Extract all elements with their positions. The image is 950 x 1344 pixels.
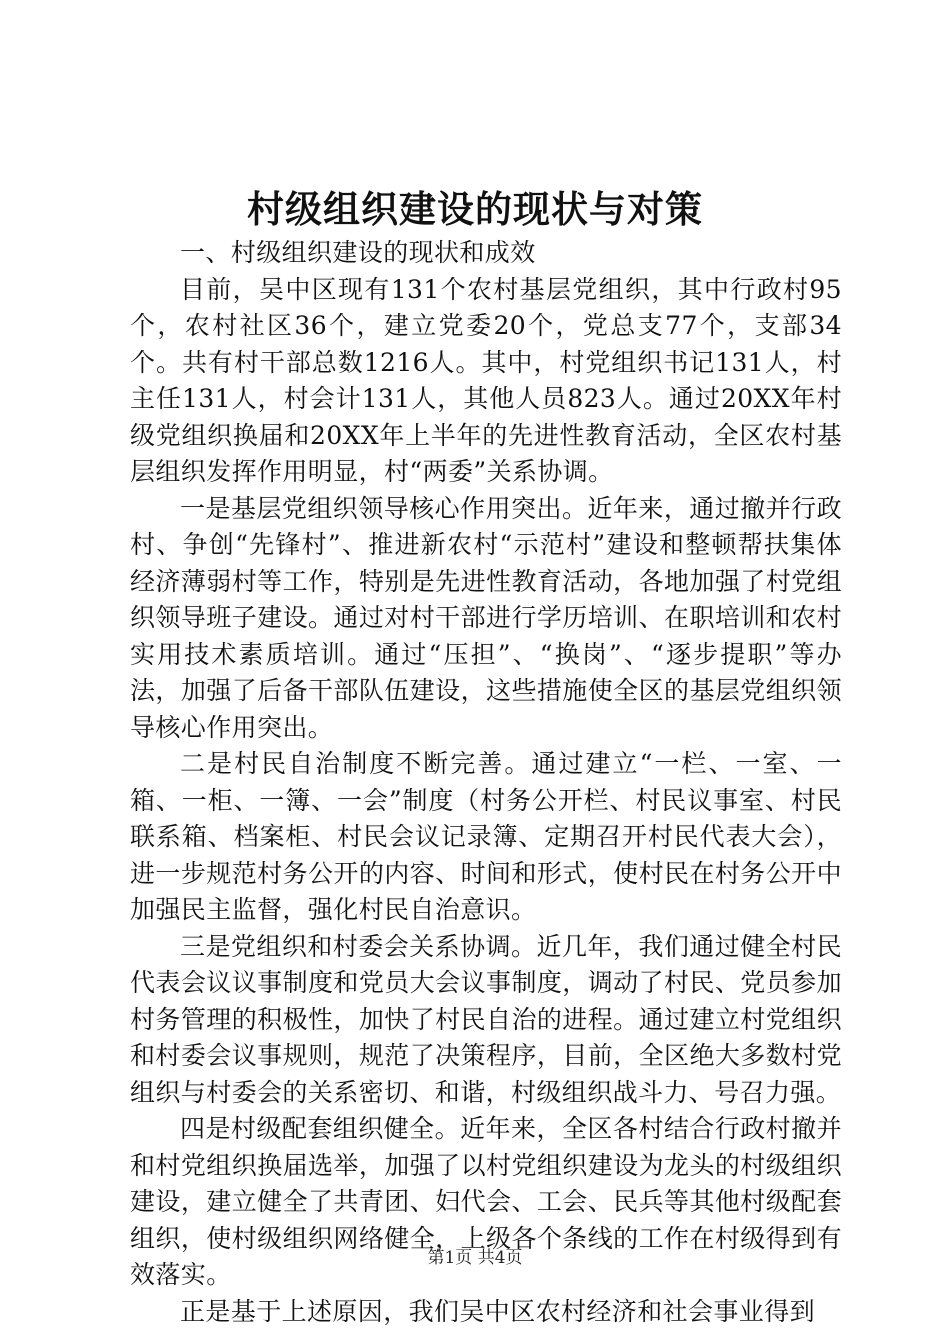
paragraph-point-two: 二是村民自治制度不断完善。通过建立“一栏、一室、一箱、一柜、一簿、一会”制度（村务公开栏、村民议事室、村民联系箱、档案柜、村民会议记录簿、定期召开村民代表大会），进一步规范村务公开的内容、时间和形式，使村民在村务公开中加强民主监督，强化村民自治意识。	[130, 749, 842, 924]
paragraph-overview: 目前，吴中区现有131个农村基层党组织，其中行政村95个，农村社区36个，建立党委20个，党总支77个，支部34个。共有村干部总数1216人。其中，村党组织书记131人，村主任131人，村会计131人，其他人员823人。通过20XX年村级党组织换届和20XX年上半年的先进性教育活动，全区农村基层组织发挥作用明显，村“两委”关系协调。	[130, 274, 842, 486]
document-body	[130, 235, 842, 1330]
paragraph-point-four: 四是村级配套组织健全。近年来，全区各村结合行政村撤并和村党组织换届选举，加强了以村党组织建设为龙头的村级组织建设，建立健全了共青团、妇代会、工会、民兵等其他村级配套组织，使村级组织网络健全，上级各个条线的工作在村级得到有效落实。	[130, 1114, 842, 1289]
paragraph-point-one: 一是基层党组织领导核心作用突出。近年来，通过撤并行政村、争创“先锋村”、推进新农村“示范村”建设和整顿帮扶集体经济薄弱村等工作，特别是先进性教育活动，各地加强了村党组织领导班子建设。通过对村干部进行学历培训、在职培训和农村实用技术素质培训。通过“压担”、“换岗”、“逐步提职”等办法，加强了后备干部队伍建设，这些措施使全区的基层党组织领导核心作用突出。	[130, 493, 842, 742]
paragraph-conclusion: 正是基于上述原因，我们吴中区农村经济和社会事业得到	[180, 1296, 816, 1326]
document-title: 村级组织建设的现状与对策	[247, 187, 703, 231]
page-number-footer: 第1页 共4页	[427, 1248, 523, 1268]
section-heading: 一、村级组织建设的现状和成效	[180, 238, 536, 267]
paragraph-point-three: 三是党组织和村委会关系协调。近几年，我们通过健全村民代表会议议事制度和党员大会议事制度，调动了村民、党员参加村务管理的积极性，加快了村民自治的进程。通过建立村党组织和村委会议事规则，规范了决策程序，目前，全区绝大多数村党组织与村委会的关系密切、和谐，村级组织战斗力、号召力强。	[130, 931, 842, 1107]
